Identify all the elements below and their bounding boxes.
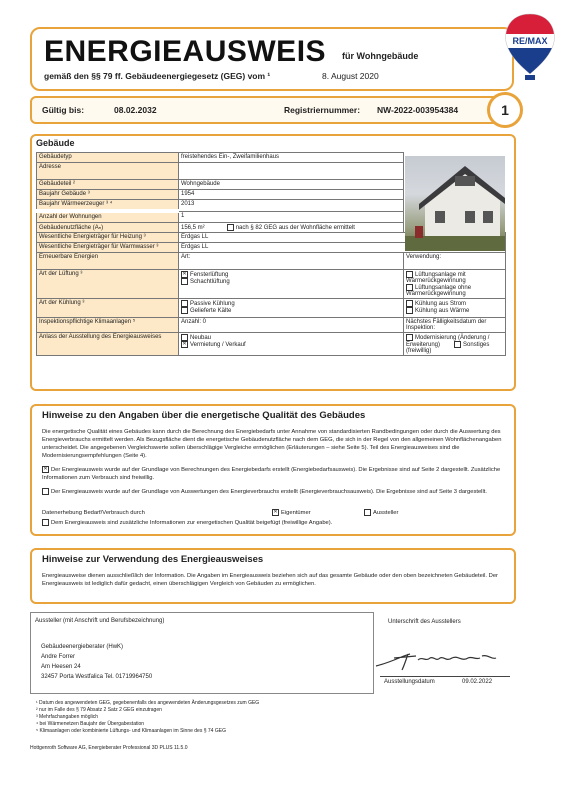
- option-zusatz: Dem Energieausweis sind zusätzliche Informationen zur energetischen Qualität beigefügt (freiwillige Angabe).: [42, 519, 504, 527]
- checkbox[interactable]: [227, 224, 234, 231]
- checkbox[interactable]: [181, 300, 188, 307]
- document-subtitle: für Wohngebäude: [342, 51, 419, 61]
- gebaeude-title: Gebäude: [36, 138, 75, 148]
- verwendung-title: Hinweise zur Verwendung des Energieausweises: [42, 554, 264, 565]
- valid-until-date: 08.02.2032: [114, 105, 157, 115]
- house-photo: [405, 156, 505, 251]
- verwendung-text: Energieausweise dienen ausschließlich der Information. Die Angaben im Energieausweis beziehen sich auf das gesamte Gebäude oder den oben bezeichneten Gebäudeteil. Der Energieausweis ist lediglich dafür gedacht, einen überschlägigen Vergleich von Gebäuden zu ermöglichen.: [42, 573, 498, 587]
- registration-number: NW-2022-003954384: [377, 105, 459, 115]
- checkbox[interactable]: [364, 509, 371, 516]
- table-row: Art der Lüftung ³ ✕ Fensterlüftung Schachtlüftung Lüftungsanlage mit Wärmerückgewinnung Lüftungsanlage ohne Wärmerückgewinnung: [37, 270, 506, 299]
- signature-label: Unterschrift des Ausstellers: [388, 619, 461, 625]
- table-row: Wesentliche Energieträger für Heizung ³ Erdgas LL: [37, 233, 506, 243]
- table-row: Art der Kühlung ³ Passive Kühlung Gelieferte Kälte Kühlung aus Strom Kühlung aus Wärme: [37, 299, 506, 318]
- option-eigentuemer: ✕ Eigentümer: [273, 509, 311, 517]
- table-row: Erneuerbare Energien Art: Verwendung:: [37, 253, 506, 270]
- checkbox[interactable]: [406, 271, 413, 278]
- hinweise-text: Die energetische Qualität eines Gebäudes kann durch die Berechnung des Energiebedarfs unter Annahme von standardisierten Randbedingungen oder durch die Auswertung des Energieverbrauchs ermittelt werden. Als Bezugsfläche dient die energetische Gebäudenutzfläche nach dem GEG, die sich in der Regel von den allgemeinen Wohnflächenangaben unterscheidet. Die angegebenen Vergleichswerte sollen überschlägige Vergleiche ermöglichen (Erläuterungen – siehe Seite 5). Teil des Energieausweises sind die Modernisierungsempfehlungen (Seite 4).: [42, 429, 502, 459]
- table-row: Baujahr Wärmeerzeuger ³ ⁴ 2013: [37, 200, 506, 212]
- footnote: ¹ Datum des angewendeten GEG, gegebenenfalls des angewendeten Änderungsgesetzes zum GEG: [36, 700, 260, 706]
- registration-label: Registriernummer:: [284, 105, 361, 115]
- footnote: ² nur im Falle des § 79 Absatz 2 Satz 2 GEG einzutragen: [36, 707, 162, 713]
- aussteller-box: [30, 612, 374, 694]
- footnote: ⁵ Klimaanlagen oder kombinierte Lüftungs- und Klimaanlagen im Sinne des § 74 GEG: [36, 728, 226, 734]
- checkbox[interactable]: [406, 334, 413, 341]
- checkbox[interactable]: [42, 488, 49, 495]
- aussteller-label: Aussteller (mit Anschrift und Berufsbezeichnung): [35, 618, 165, 624]
- checkbox-checked[interactable]: ✕: [43, 466, 48, 472]
- issue-date: 09.02.2022: [462, 679, 493, 685]
- svg-text:RE/MAX: RE/MAX: [512, 36, 548, 46]
- signature: [372, 640, 510, 676]
- valid-until-label: Gültig bis:: [42, 105, 85, 115]
- aussteller-line: Am Heesen 24: [41, 664, 81, 670]
- hinweise-section: [30, 404, 516, 536]
- header-box: [30, 27, 514, 91]
- table-row: Baujahr Gebäude ³ 1954: [37, 190, 506, 200]
- checkbox[interactable]: [181, 278, 188, 285]
- checkbox[interactable]: [454, 341, 461, 348]
- checkbox[interactable]: [406, 300, 413, 307]
- verwendung-section: [30, 548, 516, 604]
- checkbox[interactable]: [42, 519, 49, 526]
- gebaeude-section: [30, 134, 516, 391]
- checkbox[interactable]: [181, 334, 188, 341]
- checkbox-checked[interactable]: ✕: [182, 341, 187, 348]
- option-verbrauch: Der Energieausweis wurde auf der Grundlage von Auswertungen des Energieverbrauchs erstellt (Energieverbrauchsausweis). Die Ergebnisse sind auf Seite 3 dargestellt.: [42, 488, 504, 496]
- option-bedarf: ✕ Der Energieausweis wurde auf der Grundlage von Berechnungen des Energiebedarfs erstellt (Energiebedarfsausweis). Die Ergebnisse sind auf Seite 2 dargestellt. Zusätzliche Informationen zum Verbrauch sind freiwillig.: [42, 466, 501, 482]
- table-row: Anlass der Ausstellung des Energieausweises Neubau ✕ Vermietung / Verkauf Modernisierung (Änderung / Erweiterung) Sonstiges (freiwillig): [37, 333, 506, 356]
- aussteller-line: Andre Forrer: [41, 654, 76, 660]
- option-aussteller: Aussteller: [364, 509, 398, 517]
- remax-balloon-logo: [502, 12, 558, 82]
- hinweise-title: Hinweise zu den Angaben über die energetische Qualität des Gebäudes: [42, 410, 366, 421]
- checkbox[interactable]: [406, 307, 413, 314]
- checkbox[interactable]: [181, 307, 188, 314]
- table-row: Gebäudeteil ² Wohngebäude: [37, 180, 506, 190]
- validity-row: [30, 96, 514, 124]
- aussteller-line: Gebäudeenergieberater (HwK): [41, 644, 124, 650]
- table-row: Gebäudetyp freistehendes Ein-, Zweifamilienhaus: [37, 153, 506, 163]
- table-row: Anzahl der Wohnungen 1: [37, 211, 506, 223]
- table-row: Gebäudenutzfläche (Aₙ) 156,5 m² nach § 82 GEG aus der Wohnfläche ermittelt: [37, 223, 506, 233]
- aussteller-line: 32457 Porta Westfalica Tel. 01719964750: [41, 674, 153, 680]
- table-row: Wesentliche Energieträger für Warmwasser ³ Erdgas LL: [37, 243, 506, 253]
- signature-line: [380, 676, 510, 677]
- law-reference: gemäß den §§ 79 ff. Gebäudeenergiegesetz (GEG) vom ¹: [44, 71, 271, 81]
- law-date: 8. August 2020: [322, 71, 379, 81]
- table-row: Adresse: [37, 163, 506, 180]
- checkbox[interactable]: [406, 284, 413, 291]
- page-number: 1: [487, 92, 523, 128]
- date-label: Ausstellungsdatum: [384, 679, 435, 685]
- software-credit: Hottgenroth Software AG, Energieberater Professional 3D PLUS 11.5.0: [30, 745, 188, 751]
- checkbox-checked[interactable]: ✕: [182, 271, 187, 278]
- checkbox-checked[interactable]: ✕: [273, 509, 278, 515]
- footnote: ⁴ bei Wärmenetzen Baujahr der Übergabestation: [36, 721, 145, 727]
- datenerhebung-label: Datenerhebung Bedarf/Verbrauch durch: [42, 510, 145, 516]
- svg-text:Forres: Forres: [432, 674, 435, 675]
- document-title: ENERGIEAUSWEIS: [44, 35, 327, 68]
- footnote: ³ Mehrfachangaben möglich: [36, 714, 98, 720]
- table-row: Inspektionspflichtige Klimaanlagen ⁵ Anzahl: 0 Nächstes Fälligkeitsdatum der Inspektion:: [37, 318, 506, 333]
